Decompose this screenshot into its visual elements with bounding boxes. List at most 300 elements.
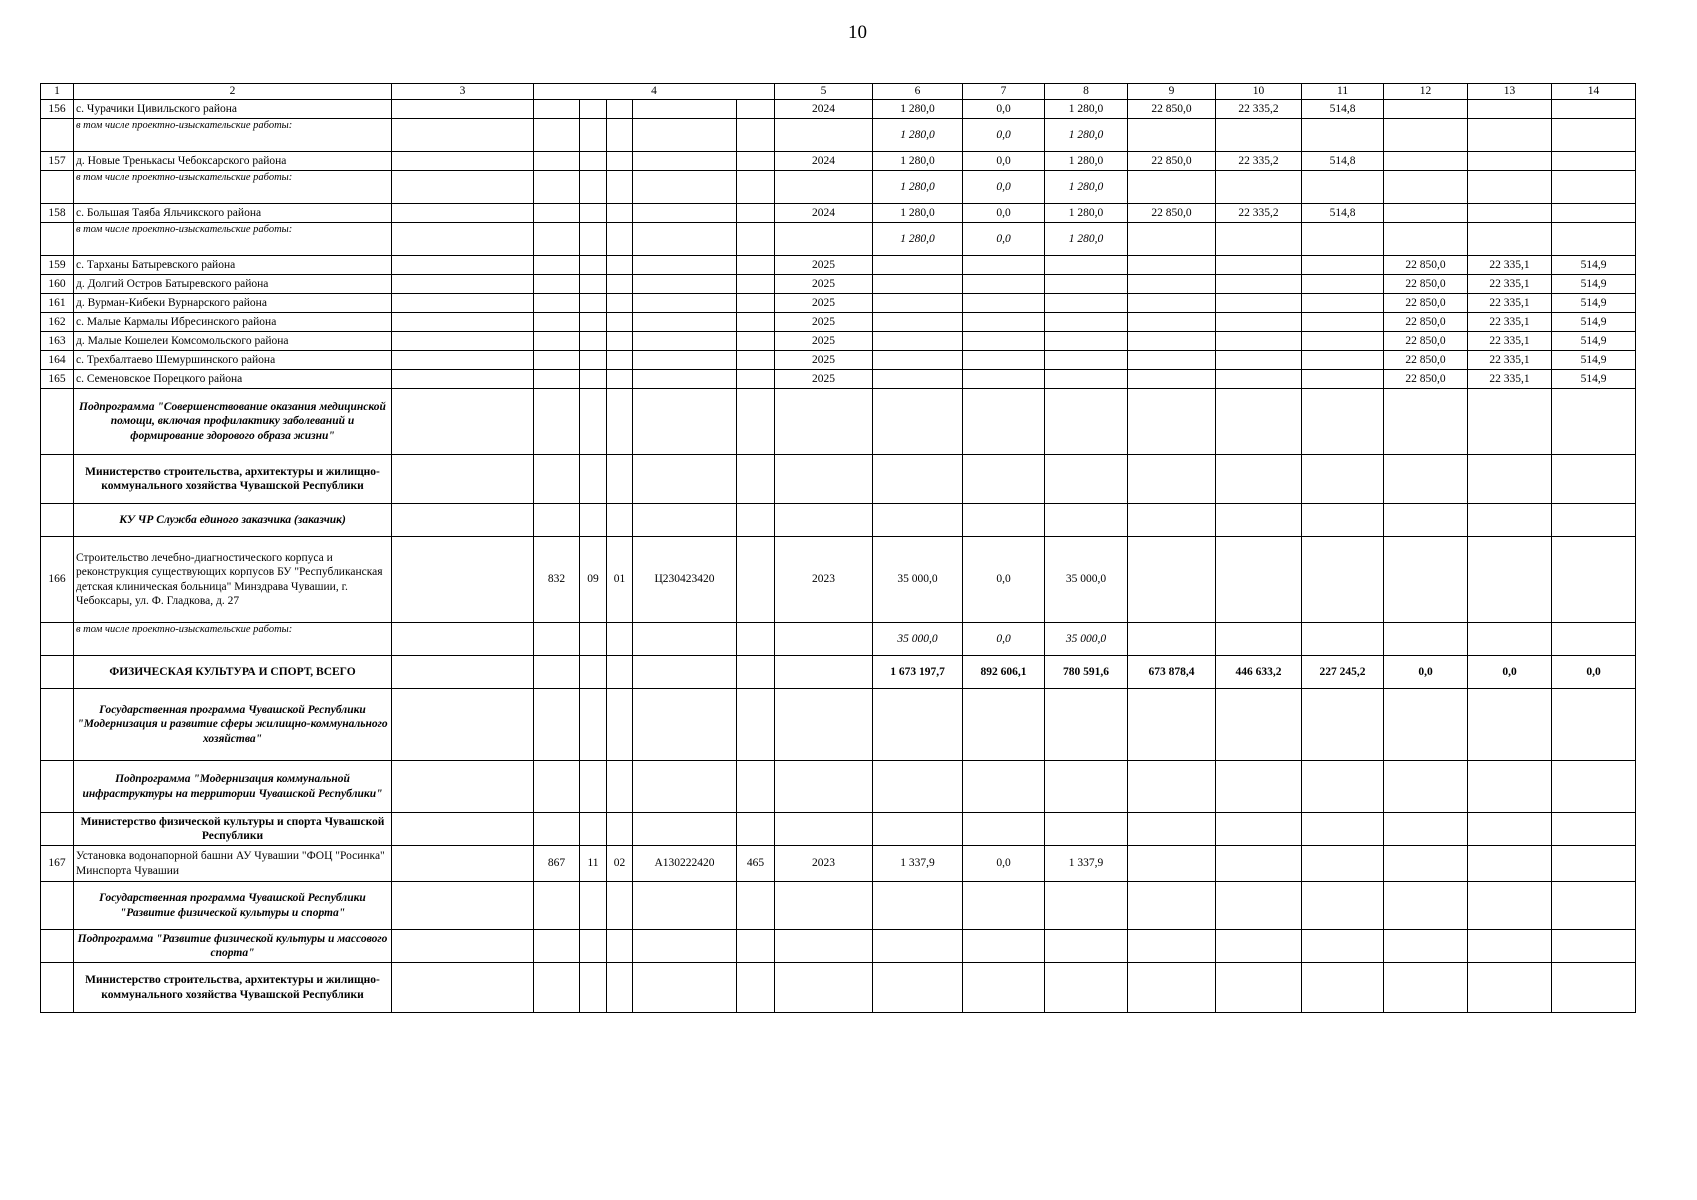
budget-code <box>633 623 737 656</box>
budget-code <box>607 389 633 455</box>
amount-cell <box>963 313 1045 332</box>
budget-code <box>737 623 775 656</box>
amount-cell <box>1384 152 1468 171</box>
budget-code <box>633 370 737 389</box>
amount-cell: 780 591,6 <box>1045 656 1128 689</box>
amount-cell: 514,9 <box>1552 275 1636 294</box>
table-row <box>41 223 1636 256</box>
budget-code <box>633 963 737 1013</box>
amount-cell: 0,0 <box>963 623 1045 656</box>
budget-code <box>633 119 737 152</box>
row-name: в том числе проектно-изыскательские работы: <box>74 223 392 256</box>
amount-cell <box>1216 623 1302 656</box>
amount-cell <box>1384 389 1468 455</box>
year-cell <box>775 963 873 1013</box>
column-number: 10 <box>1216 84 1302 100</box>
row-name: с. Тарханы Батыревского района <box>74 256 392 275</box>
row-name: в том числе проектно-изыскательские работы: <box>74 171 392 204</box>
column-number: 13 <box>1468 84 1552 100</box>
table-row <box>41 761 1636 813</box>
budget-code <box>633 504 737 537</box>
amount-cell <box>1468 813 1552 846</box>
budget-code <box>607 332 633 351</box>
amount-cell <box>1045 351 1128 370</box>
budget-code <box>607 119 633 152</box>
budget-code <box>580 882 607 930</box>
budget-code <box>580 813 607 846</box>
amount-cell <box>963 256 1045 275</box>
amount-cell <box>963 930 1045 963</box>
amount-cell <box>873 813 963 846</box>
amount-cell <box>1468 930 1552 963</box>
amount-cell: 1 280,0 <box>1045 204 1128 223</box>
budget-code <box>737 370 775 389</box>
table-row <box>41 930 1636 963</box>
empty-cell <box>392 256 534 275</box>
budget-code <box>607 275 633 294</box>
amount-cell <box>1128 963 1216 1013</box>
budget-code <box>534 294 580 313</box>
page-number: 10 <box>848 22 867 43</box>
budget-code <box>633 313 737 332</box>
empty-cell <box>392 761 534 813</box>
year-cell: 2025 <box>775 351 873 370</box>
row-name: Подпрограмма "Совершенствование оказания медицинской помощи, включая профилактику заболеваний и формирование здорового образа жизни" <box>74 389 392 455</box>
amount-cell <box>1384 171 1468 204</box>
row-number <box>41 761 74 813</box>
amount-cell <box>1302 813 1384 846</box>
amount-cell <box>1384 689 1468 761</box>
amount-cell <box>1216 537 1302 623</box>
amount-cell <box>873 275 963 294</box>
table-row <box>41 504 1636 537</box>
row-number: 163 <box>41 332 74 351</box>
amount-cell <box>1216 275 1302 294</box>
amount-cell: 673 878,4 <box>1128 656 1216 689</box>
amount-cell <box>1128 689 1216 761</box>
year-cell <box>775 930 873 963</box>
row-name: в том числе проектно-изыскательские работы: <box>74 623 392 656</box>
amount-cell: 1 280,0 <box>1045 100 1128 119</box>
row-number <box>41 455 74 504</box>
amount-cell <box>873 761 963 813</box>
budget-code <box>534 930 580 963</box>
amount-cell <box>1216 504 1302 537</box>
table-row <box>41 313 1636 332</box>
budget-code <box>580 275 607 294</box>
row-number: 166 <box>41 537 74 623</box>
row-number <box>41 119 74 152</box>
budget-code <box>607 370 633 389</box>
budget-code <box>633 455 737 504</box>
budget-code <box>737 504 775 537</box>
year-cell: 2025 <box>775 370 873 389</box>
row-name: Министерство физической культуры и спорта Чувашской Республики <box>74 813 392 846</box>
budget-code <box>534 882 580 930</box>
amount-cell <box>1302 256 1384 275</box>
amount-cell <box>873 455 963 504</box>
column-number: 4 <box>534 84 775 100</box>
amount-cell <box>1552 389 1636 455</box>
table-row <box>41 623 1636 656</box>
budget-code <box>737 275 775 294</box>
amount-cell <box>1216 455 1302 504</box>
empty-cell <box>392 223 534 256</box>
amount-cell <box>1384 963 1468 1013</box>
row-number <box>41 389 74 455</box>
row-name: в том числе проектно-изыскательские работы: <box>74 119 392 152</box>
row-number <box>41 930 74 963</box>
amount-cell <box>873 882 963 930</box>
amount-cell: 1 280,0 <box>1045 119 1128 152</box>
amount-cell: 22 850,0 <box>1384 313 1468 332</box>
amount-cell: 514,9 <box>1552 313 1636 332</box>
amount-cell <box>963 882 1045 930</box>
row-name: д. Малые Кошелеи Комсомольского района <box>74 332 392 351</box>
amount-cell <box>1045 504 1128 537</box>
amount-cell: 35 000,0 <box>873 623 963 656</box>
budget-code <box>534 100 580 119</box>
budget-code <box>633 882 737 930</box>
empty-cell <box>392 930 534 963</box>
empty-cell <box>392 656 534 689</box>
amount-cell <box>1302 761 1384 813</box>
row-name: с. Малые Кармалы Ибресинского района <box>74 313 392 332</box>
amount-cell <box>963 275 1045 294</box>
amount-cell: 446 633,2 <box>1216 656 1302 689</box>
amount-cell <box>1128 389 1216 455</box>
amount-cell: 0,0 <box>963 152 1045 171</box>
amount-cell <box>1384 504 1468 537</box>
row-name: Подпрограмма "Развитие физической культуры и массового спорта" <box>74 930 392 963</box>
amount-cell: 1 280,0 <box>873 119 963 152</box>
budget-code <box>737 689 775 761</box>
amount-cell <box>1045 963 1128 1013</box>
empty-cell <box>392 351 534 370</box>
year-cell: 2023 <box>775 537 873 623</box>
amount-cell <box>1045 256 1128 275</box>
budget-code <box>580 455 607 504</box>
amount-cell: 892 606,1 <box>963 656 1045 689</box>
amount-cell <box>1384 537 1468 623</box>
row-number: 162 <box>41 313 74 332</box>
empty-cell <box>392 275 534 294</box>
amount-cell <box>873 930 963 963</box>
budget-code <box>580 761 607 813</box>
budget-code <box>737 204 775 223</box>
amount-cell <box>1302 119 1384 152</box>
amount-cell: 1 280,0 <box>873 152 963 171</box>
amount-cell <box>1468 623 1552 656</box>
amount-cell: 22 850,0 <box>1128 100 1216 119</box>
amount-cell <box>1128 504 1216 537</box>
investment-table <box>40 83 1636 1013</box>
budget-code <box>737 537 775 623</box>
year-cell: 2024 <box>775 152 873 171</box>
amount-cell <box>963 761 1045 813</box>
amount-cell <box>1384 100 1468 119</box>
amount-cell <box>1468 389 1552 455</box>
budget-code <box>534 275 580 294</box>
table-row <box>41 656 1636 689</box>
budget-code <box>607 294 633 313</box>
amount-cell <box>1468 171 1552 204</box>
budget-code <box>534 389 580 455</box>
empty-cell <box>392 119 534 152</box>
amount-cell <box>1216 256 1302 275</box>
amount-cell <box>1045 930 1128 963</box>
row-name: Строительство лечебно-диагностического корпуса и реконструкция существующих корпусов БУ "Республиканская детская клиническая больница" Минздрава Чувашии, г. Чебоксары, ул. Ф. Гладкова, д. 27 <box>74 537 392 623</box>
row-number <box>41 963 74 1013</box>
amount-cell <box>1468 537 1552 623</box>
amount-cell <box>1216 689 1302 761</box>
amount-cell <box>1468 100 1552 119</box>
amount-cell <box>1302 930 1384 963</box>
budget-code <box>580 930 607 963</box>
budget-code <box>580 332 607 351</box>
budget-code <box>534 370 580 389</box>
table-row <box>41 351 1636 370</box>
amount-cell <box>1384 846 1468 882</box>
amount-cell <box>1045 761 1128 813</box>
amount-cell <box>1128 882 1216 930</box>
row-name: Министерство строительства, архитектуры и жилищно-коммунального хозяйства Чувашской Республики <box>74 963 392 1013</box>
budget-code: 11 <box>580 846 607 882</box>
empty-cell <box>392 332 534 351</box>
amount-cell: 1 280,0 <box>873 204 963 223</box>
budget-code: Ц230423420 <box>633 537 737 623</box>
budget-code <box>534 152 580 171</box>
amount-cell <box>1302 504 1384 537</box>
amount-cell: 22 335,1 <box>1468 313 1552 332</box>
amount-cell <box>1128 455 1216 504</box>
budget-code <box>534 256 580 275</box>
row-number: 161 <box>41 294 74 313</box>
amount-cell <box>1216 313 1302 332</box>
amount-cell <box>1216 370 1302 389</box>
amount-cell: 0,0 <box>963 100 1045 119</box>
amount-cell: 22 335,1 <box>1468 294 1552 313</box>
budget-code <box>607 152 633 171</box>
budget-code <box>737 813 775 846</box>
row-number: 157 <box>41 152 74 171</box>
year-cell: 2023 <box>775 846 873 882</box>
amount-cell <box>1128 623 1216 656</box>
amount-cell: 514,9 <box>1552 256 1636 275</box>
column-number: 12 <box>1384 84 1468 100</box>
amount-cell <box>1552 963 1636 1013</box>
budget-code <box>633 256 737 275</box>
budget-code <box>534 313 580 332</box>
budget-code <box>534 623 580 656</box>
amount-cell: 0,0 <box>963 537 1045 623</box>
amount-cell <box>1302 332 1384 351</box>
budget-code <box>737 223 775 256</box>
budget-code <box>534 689 580 761</box>
amount-cell: 227 245,2 <box>1302 656 1384 689</box>
amount-cell <box>1384 119 1468 152</box>
budget-code <box>580 152 607 171</box>
amount-cell: 22 850,0 <box>1128 152 1216 171</box>
amount-cell <box>1552 761 1636 813</box>
amount-cell <box>1128 171 1216 204</box>
amount-cell <box>1302 882 1384 930</box>
budget-code <box>737 152 775 171</box>
amount-cell <box>1045 370 1128 389</box>
amount-cell: 514,9 <box>1552 351 1636 370</box>
amount-cell: 35 000,0 <box>1045 623 1128 656</box>
budget-code <box>580 351 607 370</box>
budget-code <box>607 623 633 656</box>
amount-cell <box>1128 351 1216 370</box>
row-name: Подпрограмма "Модернизация коммунальной инфраструктуры на территории Чувашской Республики" <box>74 761 392 813</box>
year-cell: 2025 <box>775 332 873 351</box>
amount-cell <box>963 332 1045 351</box>
empty-cell <box>392 389 534 455</box>
amount-cell: 22 335,1 <box>1468 351 1552 370</box>
empty-cell <box>392 537 534 623</box>
table-row <box>41 689 1636 761</box>
budget-code <box>580 623 607 656</box>
budget-code <box>534 963 580 1013</box>
budget-code <box>534 761 580 813</box>
amount-cell <box>1045 313 1128 332</box>
amount-cell: 1 280,0 <box>1045 171 1128 204</box>
column-number-row <box>41 84 1636 100</box>
amount-cell <box>873 963 963 1013</box>
budget-code <box>607 656 633 689</box>
amount-cell: 514,9 <box>1552 332 1636 351</box>
year-cell: 2024 <box>775 204 873 223</box>
amount-cell <box>1302 455 1384 504</box>
row-number <box>41 813 74 846</box>
amount-cell <box>1045 294 1128 313</box>
amount-cell <box>1552 689 1636 761</box>
table-row <box>41 171 1636 204</box>
amount-cell <box>1552 152 1636 171</box>
amount-cell <box>1384 204 1468 223</box>
amount-cell <box>1216 171 1302 204</box>
amount-cell <box>963 689 1045 761</box>
amount-cell: 22 335,2 <box>1216 204 1302 223</box>
budget-code <box>737 882 775 930</box>
column-number: 9 <box>1128 84 1216 100</box>
table-row <box>41 332 1636 351</box>
amount-cell <box>1045 455 1128 504</box>
column-number: 2 <box>74 84 392 100</box>
budget-code <box>633 171 737 204</box>
amount-cell <box>963 455 1045 504</box>
amount-cell <box>963 389 1045 455</box>
amount-cell: 22 850,0 <box>1384 256 1468 275</box>
amount-cell <box>1552 813 1636 846</box>
amount-cell <box>873 689 963 761</box>
amount-cell <box>1128 332 1216 351</box>
column-number: 11 <box>1302 84 1384 100</box>
amount-cell <box>1468 152 1552 171</box>
budget-code <box>607 100 633 119</box>
amount-cell <box>1128 761 1216 813</box>
amount-cell: 22 850,0 <box>1128 204 1216 223</box>
amount-cell <box>1302 370 1384 389</box>
amount-cell: 514,9 <box>1552 370 1636 389</box>
empty-cell <box>392 963 534 1013</box>
amount-cell: 22 335,2 <box>1216 100 1302 119</box>
amount-cell <box>1552 119 1636 152</box>
budget-code <box>633 930 737 963</box>
amount-cell <box>963 294 1045 313</box>
budget-code <box>737 100 775 119</box>
table-row <box>41 256 1636 275</box>
amount-cell <box>1468 761 1552 813</box>
amount-cell <box>1128 846 1216 882</box>
amount-cell: 35 000,0 <box>873 537 963 623</box>
budget-code <box>580 504 607 537</box>
row-number: 164 <box>41 351 74 370</box>
budget-code <box>737 332 775 351</box>
budget-code <box>737 656 775 689</box>
budget-code <box>737 963 775 1013</box>
budget-code <box>633 351 737 370</box>
year-cell <box>775 171 873 204</box>
amount-cell <box>1302 223 1384 256</box>
row-name: ФИЗИЧЕСКАЯ КУЛЬТУРА И СПОРТ, ВСЕГО <box>74 656 392 689</box>
year-cell: 2025 <box>775 294 873 313</box>
budget-code: 01 <box>607 537 633 623</box>
year-cell <box>775 656 873 689</box>
budget-code <box>737 351 775 370</box>
amount-cell <box>1384 813 1468 846</box>
budget-code <box>737 455 775 504</box>
budget-code <box>534 332 580 351</box>
amount-cell <box>1128 930 1216 963</box>
table-row <box>41 455 1636 504</box>
amount-cell <box>1384 623 1468 656</box>
amount-cell: 1 673 197,7 <box>873 656 963 689</box>
budget-code <box>633 389 737 455</box>
amount-cell <box>1552 930 1636 963</box>
budget-code <box>534 171 580 204</box>
amount-cell: 1 280,0 <box>873 171 963 204</box>
budget-code <box>607 504 633 537</box>
amount-cell <box>1216 963 1302 1013</box>
table-row <box>41 963 1636 1013</box>
amount-cell: 1 337,9 <box>1045 846 1128 882</box>
amount-cell <box>1216 119 1302 152</box>
budget-code <box>607 351 633 370</box>
budget-code <box>607 882 633 930</box>
amount-cell <box>1302 963 1384 1013</box>
budget-code <box>580 313 607 332</box>
table-row <box>41 294 1636 313</box>
amount-cell <box>1045 882 1128 930</box>
amount-cell <box>1045 332 1128 351</box>
amount-cell: 1 337,9 <box>873 846 963 882</box>
budget-code <box>737 171 775 204</box>
budget-code <box>607 223 633 256</box>
row-name: с. Семеновское Порецкого района <box>74 370 392 389</box>
amount-cell: 22 850,0 <box>1384 332 1468 351</box>
budget-code <box>580 223 607 256</box>
table-row <box>41 537 1636 623</box>
amount-cell <box>963 351 1045 370</box>
amount-cell <box>1216 351 1302 370</box>
empty-cell <box>392 623 534 656</box>
row-name: Министерство строительства, архитектуры и жилищно-коммунального хозяйства Чувашской Республики <box>74 455 392 504</box>
amount-cell <box>1468 689 1552 761</box>
row-name: д. Вурман-Кибеки Вурнарского района <box>74 294 392 313</box>
amount-cell <box>1216 846 1302 882</box>
